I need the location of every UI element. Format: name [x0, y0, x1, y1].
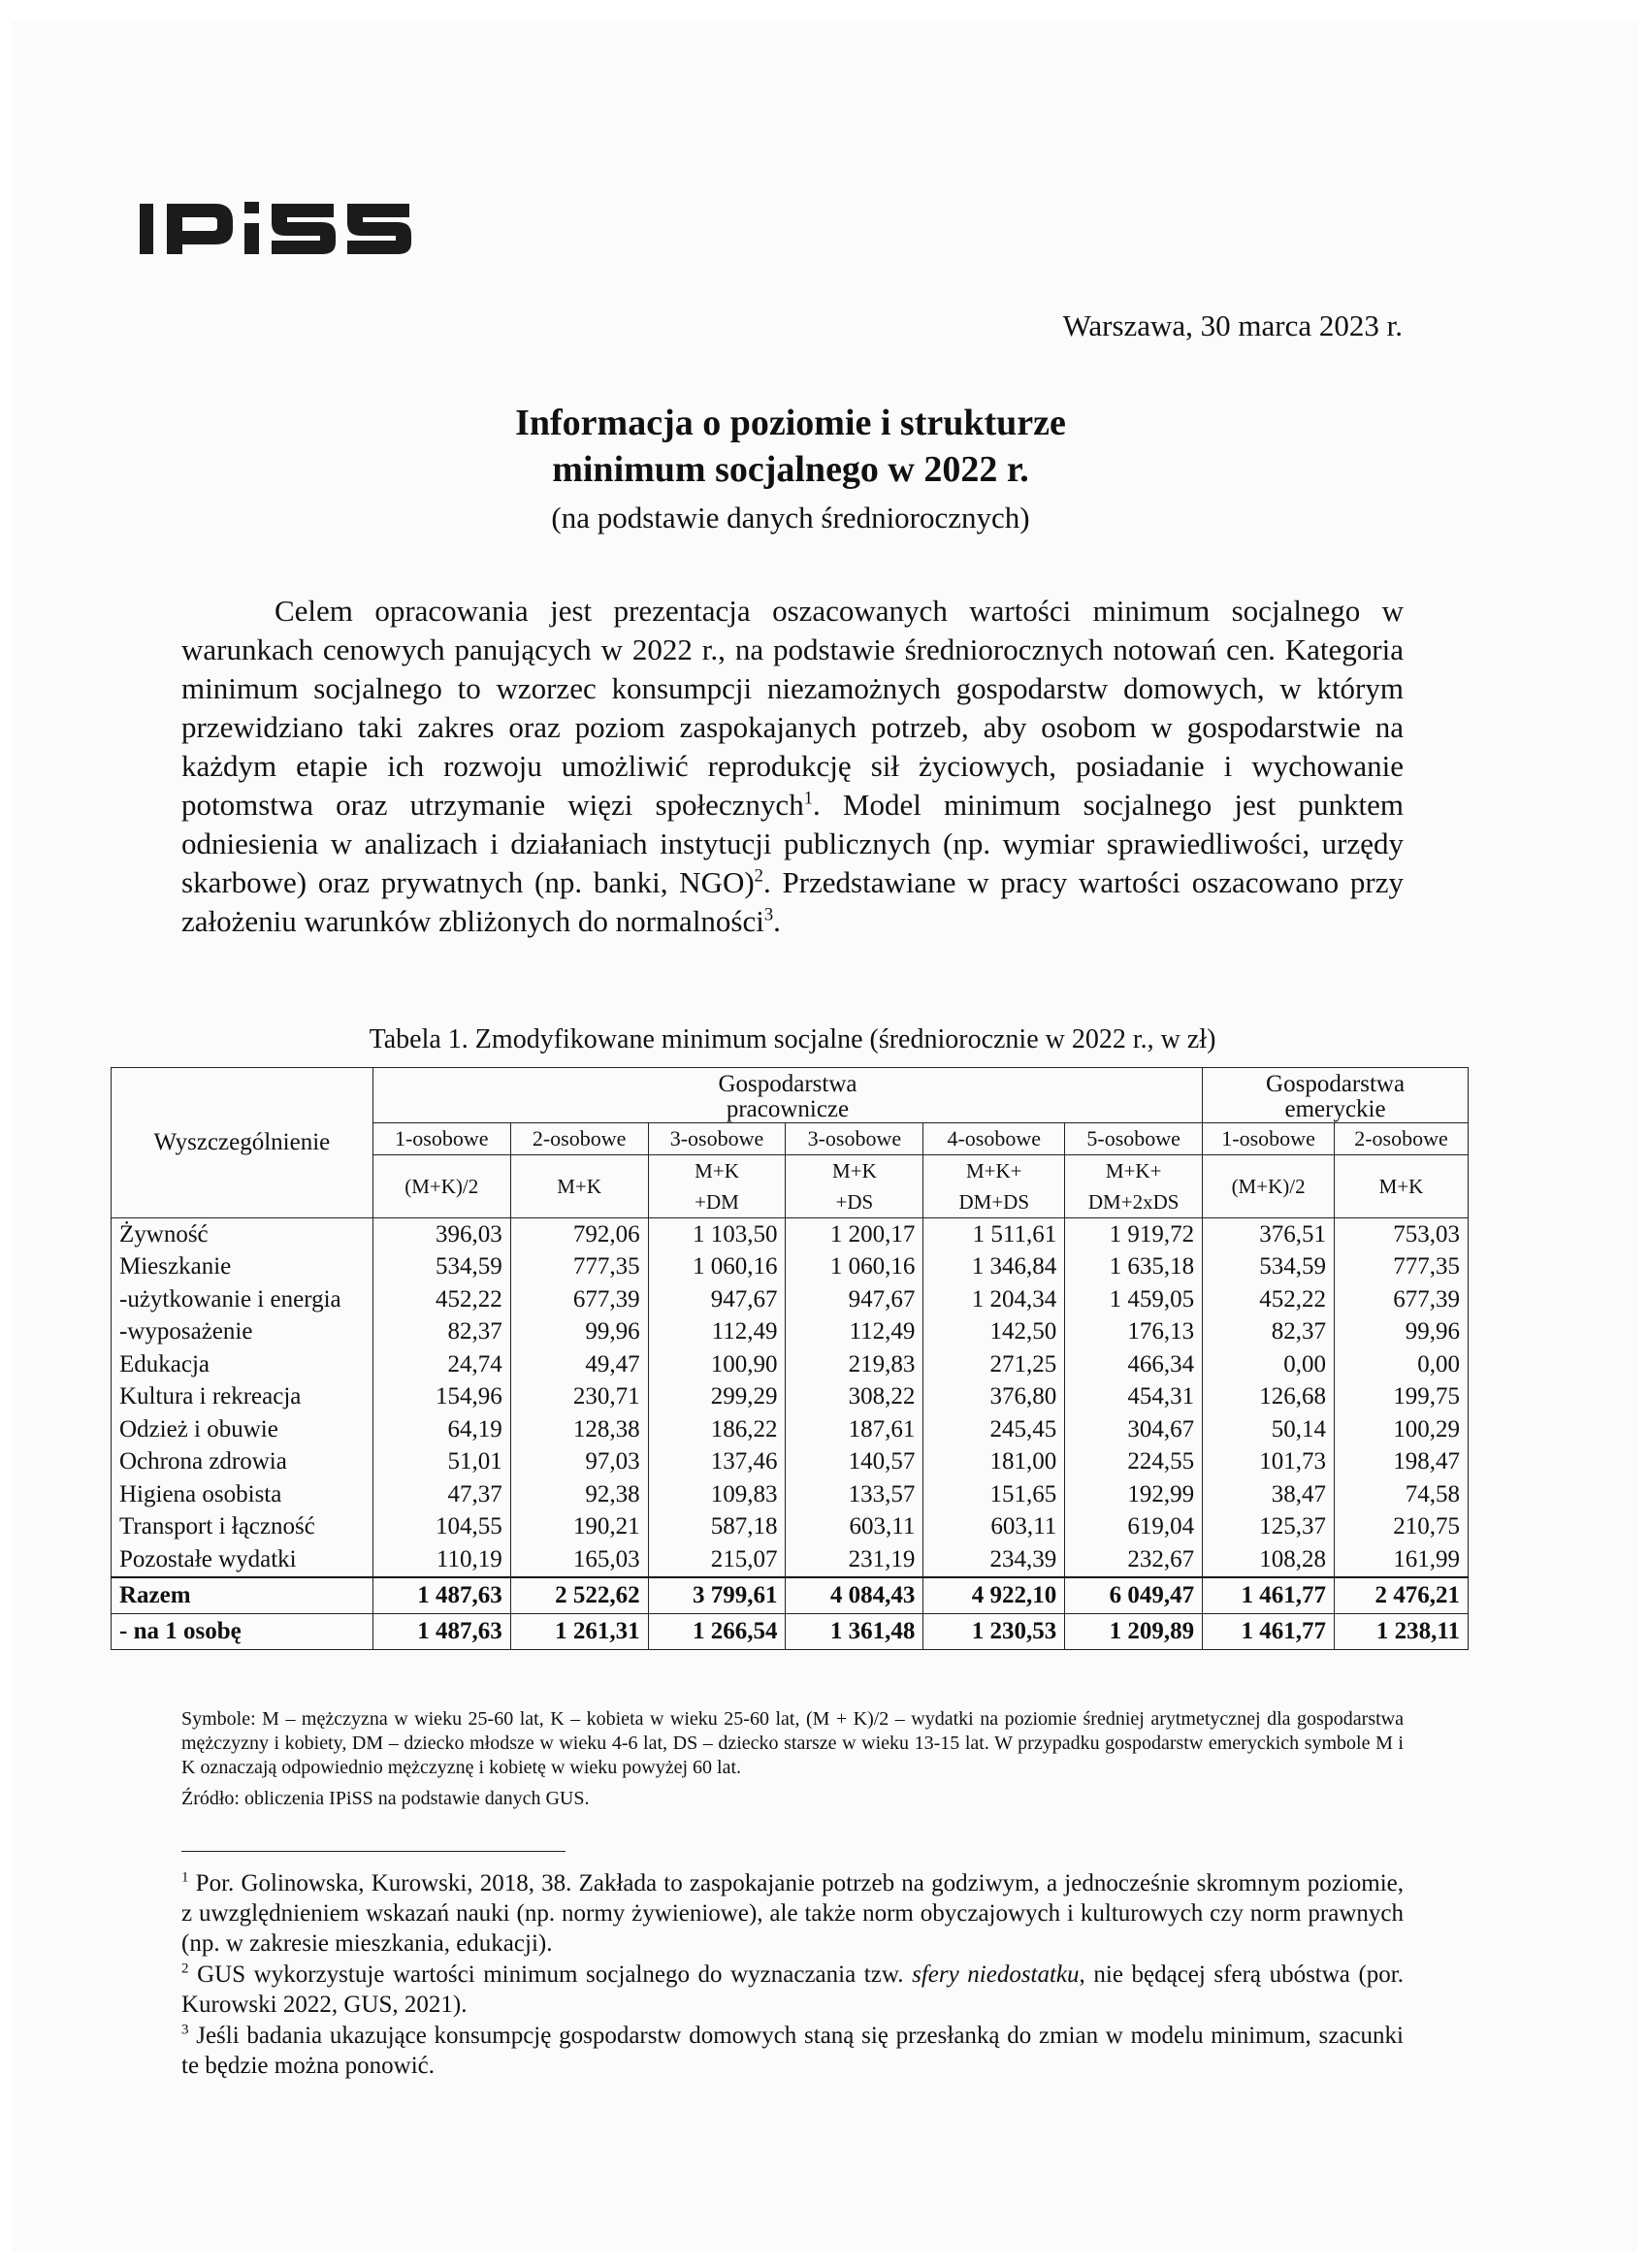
- ipiss-logo: [136, 190, 417, 268]
- value-cell: 603,11: [923, 1511, 1065, 1544]
- value-cell: 777,35: [1335, 1251, 1469, 1284]
- intro-text-4: .: [773, 904, 781, 938]
- value-cell: 792,06: [510, 1218, 648, 1251]
- composition-header: (M+K)/2: [1203, 1155, 1335, 1218]
- value-cell: 198,47: [1335, 1446, 1469, 1479]
- value-cell: 51,01: [372, 1446, 510, 1479]
- value-cell: 1 230,53: [923, 1613, 1065, 1649]
- value-cell: 1 204,34: [923, 1283, 1065, 1316]
- row-label: Razem: [112, 1577, 373, 1614]
- row-label: Kultura i rekreacja: [112, 1381, 373, 1414]
- value-cell: 137,46: [648, 1446, 786, 1479]
- value-cell: 47,37: [372, 1478, 510, 1511]
- value-cell: 1 266,54: [648, 1613, 786, 1649]
- composition-header: M+K +DM: [648, 1155, 786, 1218]
- value-cell: 104,55: [372, 1511, 510, 1544]
- value-cell: 299,29: [648, 1381, 786, 1414]
- value-cell: 125,37: [1203, 1511, 1335, 1544]
- value-cell: 108,28: [1203, 1543, 1335, 1577]
- row-label: Edukacja: [112, 1348, 373, 1381]
- value-cell: 109,83: [648, 1478, 786, 1511]
- value-cell: 230,71: [510, 1381, 648, 1414]
- footnote-ref-2: 2: [754, 865, 763, 887]
- composition-header: M+K+ DM+2xDS: [1065, 1155, 1203, 1218]
- value-cell: 50,14: [1203, 1413, 1335, 1446]
- value-cell: 1 200,17: [786, 1218, 923, 1251]
- value-cell: 215,07: [648, 1543, 786, 1577]
- row-label: Żywność: [112, 1218, 373, 1251]
- value-cell: 1 459,05: [1065, 1283, 1203, 1316]
- value-cell: 271,25: [923, 1348, 1065, 1381]
- row-label: -wyposażenie: [112, 1316, 373, 1349]
- document-date: Warszawa, 30 marca 2023 r.: [1062, 308, 1403, 342]
- table-row: [112, 1348, 1469, 1381]
- row-label: Odzież i obuwie: [112, 1413, 373, 1446]
- value-cell: 1 261,31: [510, 1613, 648, 1649]
- value-cell: 454,31: [1065, 1381, 1203, 1414]
- value-cell: 82,37: [372, 1316, 510, 1349]
- value-cell: 947,67: [648, 1283, 786, 1316]
- value-cell: 219,83: [786, 1348, 923, 1381]
- composition-header: M+K+ DM+DS: [923, 1155, 1065, 1218]
- group-header-workers: Gospodarstwa pracownicze: [372, 1068, 1202, 1123]
- value-cell: 4 084,43: [786, 1577, 923, 1614]
- value-cell: 466,34: [1065, 1348, 1203, 1381]
- value-cell: 534,59: [372, 1251, 510, 1284]
- value-cell: 142,50: [923, 1316, 1065, 1349]
- value-cell: 101,73: [1203, 1446, 1335, 1479]
- value-cell: 753,03: [1335, 1218, 1469, 1251]
- value-cell: 24,74: [372, 1348, 510, 1381]
- value-cell: 534,59: [1203, 1251, 1335, 1284]
- value-cell: 100,90: [648, 1348, 786, 1381]
- value-cell: 677,39: [1335, 1283, 1469, 1316]
- value-cell: 1 060,16: [648, 1251, 786, 1284]
- document-subtitle: (na podstawie danych średniorocznych): [551, 501, 1030, 535]
- table-row: [112, 1613, 1469, 1649]
- table-row: [112, 1218, 1469, 1251]
- row-label: Pozostałe wydatki: [112, 1543, 373, 1577]
- composition-header: M+K +DS: [786, 1155, 923, 1218]
- intro-text-3: . Przedstawiane w pracy wartości oszacowano przy założeniu warunków zbliżonych do normalności: [181, 865, 1404, 938]
- value-cell: 92,38: [510, 1478, 648, 1511]
- row-header-cell: Wyszczególnienie: [112, 1068, 373, 1218]
- value-cell: 176,13: [1065, 1316, 1203, 1349]
- table-row: [112, 1381, 1469, 1414]
- household-size-header: 5-osobowe: [1065, 1123, 1203, 1155]
- table-row: [112, 1543, 1469, 1577]
- value-cell: 232,67: [1065, 1543, 1203, 1577]
- value-cell: 64,19: [372, 1413, 510, 1446]
- value-cell: 587,18: [648, 1511, 786, 1544]
- household-size-header: 1-osobowe: [372, 1123, 510, 1155]
- value-cell: 231,19: [786, 1543, 923, 1577]
- footnote-ref-1: 1: [803, 788, 813, 809]
- row-label: -użytkowanie i energia: [112, 1283, 373, 1316]
- value-cell: 234,39: [923, 1543, 1065, 1577]
- value-cell: 1 461,77: [1203, 1577, 1335, 1614]
- value-cell: 376,80: [923, 1381, 1065, 1414]
- table-row: [112, 1283, 1469, 1316]
- table-row: [112, 1251, 1469, 1284]
- value-cell: 190,21: [510, 1511, 648, 1544]
- footnotes: [181, 1868, 1404, 2082]
- value-cell: 1 919,72: [1065, 1218, 1203, 1251]
- value-cell: 2 522,62: [510, 1577, 648, 1614]
- value-cell: 619,04: [1065, 1511, 1203, 1544]
- table-row: [112, 1478, 1469, 1511]
- value-cell: 3 799,61: [648, 1577, 786, 1614]
- value-cell: 452,22: [372, 1283, 510, 1316]
- title-line-2: minimum socjalnego w 2022 r.: [552, 449, 1029, 490]
- intro-text-1: Celem opracowania jest prezentacja oszacowanych wartości minimum socjalnego w warunkach cenowych panujących w 2022 r., na podstawie średniorocznych notowań cen. Kategoria minimum socjalnego to wzorzec konsumpcji niezamożnych gospodarstw domowych, w którym przewidziano taki zakres oraz poziom zaspokajanych potrzeb, aby osobom w gospodarstwie na każdym etapie ich rozwoju umożliwić reprodukcję sił życiowych, posiadanie i wychowanie potomstwa oraz utrzymanie więzi społecznych: [181, 594, 1404, 822]
- value-cell: 126,68: [1203, 1381, 1335, 1414]
- table-symbols-note: Symbole: M – mężczyzna w wieku 25-60 lat, K – kobieta w wieku 25-60 lat, (M + K)/2 – wydatki na poziomie średniej arytmetycznej dla gospodarstwa mężczyzny i kobiety, DM – dziecko młodsze w wieku 4-6 lat, DS – dziecko starsze w wieku 13-15 lat. W przypadku gospodarstw emeryckich symbole M i K oznaczają odpowiednio mężczyznę i kobietę w wieku powyżej 60 lat.: [181, 1708, 1404, 1778]
- household-size-header: 2-osobowe: [510, 1123, 648, 1155]
- value-cell: 151,65: [923, 1478, 1065, 1511]
- footnote-ref-3: 3: [763, 904, 774, 925]
- value-cell: 112,49: [786, 1316, 923, 1349]
- value-cell: 192,99: [1065, 1478, 1203, 1511]
- intro-paragraph: [181, 592, 1404, 941]
- value-cell: 133,57: [786, 1478, 923, 1511]
- value-cell: 99,96: [1335, 1316, 1469, 1349]
- value-cell: 49,47: [510, 1348, 648, 1381]
- composition-header: M+K: [1335, 1155, 1469, 1218]
- household-size-header: 1-osobowe: [1203, 1123, 1335, 1155]
- social-minimum-table: [111, 1067, 1469, 1650]
- value-cell: 99,96: [510, 1316, 648, 1349]
- value-cell: 100,29: [1335, 1413, 1469, 1446]
- value-cell: 210,75: [1335, 1511, 1469, 1544]
- value-cell: 1 487,63: [372, 1577, 510, 1614]
- value-cell: 128,38: [510, 1413, 648, 1446]
- composition-header: M+K: [510, 1155, 648, 1218]
- value-cell: 110,19: [372, 1543, 510, 1577]
- row-label: Higiena osobista: [112, 1478, 373, 1511]
- value-cell: 0,00: [1335, 1348, 1469, 1381]
- value-cell: 4 922,10: [923, 1577, 1065, 1614]
- value-cell: 112,49: [648, 1316, 786, 1349]
- table-body: [112, 1218, 1469, 1650]
- value-cell: 2 476,21: [1335, 1577, 1469, 1614]
- household-size-header: 4-osobowe: [923, 1123, 1065, 1155]
- value-cell: 947,67: [786, 1283, 923, 1316]
- value-cell: 224,55: [1065, 1446, 1203, 1479]
- intro-text-2: . Model minimum socjalnego jest punktem odniesienia w analizach i działaniach instytucji publicznych (np. wymiar sprawiedliwości, urzędy skarbowe) oraz prywatnych (np. banki, NGO): [181, 788, 1404, 899]
- composition-header: (M+K)/2: [372, 1155, 510, 1218]
- footnote-separator: [181, 1851, 566, 1852]
- title-line-1: Informacja o poziomie i strukturze: [515, 403, 1066, 443]
- value-cell: 181,00: [923, 1446, 1065, 1479]
- value-cell: 1 487,63: [372, 1613, 510, 1649]
- value-cell: 187,61: [786, 1413, 923, 1446]
- value-cell: 165,03: [510, 1543, 648, 1577]
- value-cell: 603,11: [786, 1511, 923, 1544]
- value-cell: 6 049,47: [1065, 1577, 1203, 1614]
- footnote-2: $^2$ GUS wykorzystuje wartości minimum socjalnego do wyznaczania tzw. sfery niedostatku, nie będącej sferą ubóstwa (por. Kurowski 2022, GUS, 2021).: [181, 1960, 1405, 2018]
- group-header-pensioners: Gospodarstwa emeryckie: [1203, 1068, 1469, 1123]
- value-cell: 1 346,84: [923, 1251, 1065, 1284]
- household-size-header: 3-osobowe: [648, 1123, 786, 1155]
- value-cell: 97,03: [510, 1446, 648, 1479]
- table-row: [112, 1316, 1469, 1349]
- value-cell: 376,51: [1203, 1218, 1335, 1251]
- value-cell: 1 060,16: [786, 1251, 923, 1284]
- value-cell: 140,57: [786, 1446, 923, 1479]
- value-cell: 777,35: [510, 1251, 648, 1284]
- value-cell: 1 635,18: [1065, 1251, 1203, 1284]
- household-size-header: 2-osobowe: [1335, 1123, 1469, 1155]
- value-cell: 1 103,50: [648, 1218, 786, 1251]
- value-cell: 396,03: [372, 1218, 510, 1251]
- value-cell: 308,22: [786, 1381, 923, 1414]
- value-cell: 199,75: [1335, 1381, 1469, 1414]
- value-cell: 1 361,48: [786, 1613, 923, 1649]
- value-cell: 161,99: [1335, 1543, 1469, 1577]
- value-cell: 452,22: [1203, 1283, 1335, 1316]
- row-label: - na 1 osobę: [112, 1613, 373, 1649]
- table-caption: Tabela 1. Zmodyfikowane minimum socjalne (średniorocznie w 2022 r., w zł): [369, 1024, 1216, 1054]
- footnote-1: $^1$ Por. Golinowska, Kurowski, 2018, 38. Zakłada to zaspokajanie potrzeb na godziwym, a jednocześnie skromnym poziomie, z uwzględnieniem wskazań nauki (np. normy żywieniowe), ale także norm obyczajowych i kulturowych czy norm prawnych (np. w zakresie mieszkania, edukacji).: [181, 1869, 1404, 1957]
- row-label: Transport i łączność: [112, 1511, 373, 1544]
- value-cell: 304,67: [1065, 1413, 1203, 1446]
- value-cell: 38,47: [1203, 1478, 1335, 1511]
- value-cell: 1 209,89: [1065, 1613, 1203, 1649]
- value-cell: 1 461,77: [1203, 1613, 1335, 1649]
- table-source-note: Źródło: obliczenia IPiSS na podstawie danych GUS.: [181, 1788, 590, 1809]
- value-cell: 154,96: [372, 1381, 510, 1414]
- row-label: Mieszkanie: [112, 1251, 373, 1284]
- value-cell: 245,45: [923, 1413, 1065, 1446]
- document-title: [175, 400, 1406, 493]
- table-row: [112, 1577, 1469, 1614]
- value-cell: 1 511,61: [923, 1218, 1065, 1251]
- household-size-header: 3-osobowe: [786, 1123, 923, 1155]
- value-cell: 82,37: [1203, 1316, 1335, 1349]
- footnote-3: $^3$ Jeśli badania ukazujące konsumpcję gospodarstw domowych staną się przesłanką do zmian w modelu minimum, szacunki te będzie można ponowić.: [181, 2022, 1404, 2079]
- value-cell: 74,58: [1335, 1478, 1469, 1511]
- table-row: [112, 1413, 1469, 1446]
- value-cell: 1 238,11: [1335, 1613, 1469, 1649]
- value-cell: 677,39: [510, 1283, 648, 1316]
- row-label: Ochrona zdrowia: [112, 1446, 373, 1479]
- table-row: [112, 1446, 1469, 1479]
- value-cell: 0,00: [1203, 1348, 1335, 1381]
- table-row: [112, 1511, 1469, 1544]
- value-cell: 186,22: [648, 1413, 786, 1446]
